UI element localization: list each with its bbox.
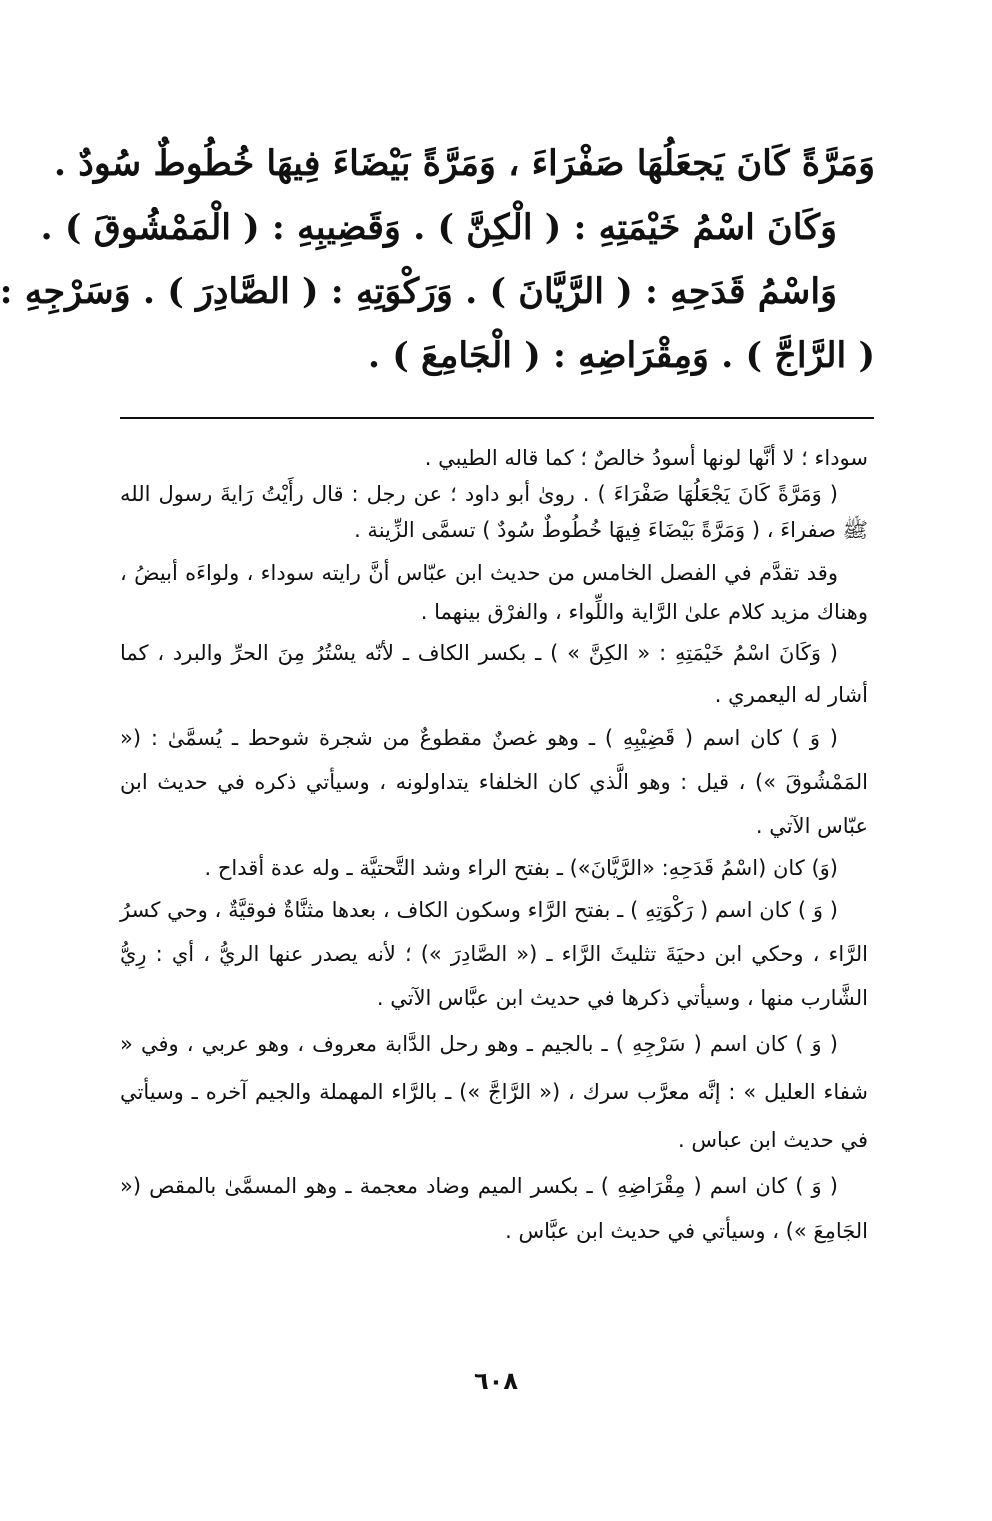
commentary-paragraph: ( وَمَرَّةً كَانَ يَجْعَلُهَا صَفْرَاءَ ) . روىٰ أبو داود ؛ عن رجل : قال رأَيْتُ رَايةَ رسول الله ﷺ صفراءَ ، ( وَمَرَّةً بَيْضَاءَ فِيهَا خُطُوطٌ سُودٌ ) تسمَّى الزِّينة . [120,482,868,542]
commentary-paragraph: ( وَ ) كان اسم ( قَضِيْبِهِ ) ـ وهو غصنٌ مقطوعٌ من شجرة شوحط ـ يُسمَّىٰ : (« المَمْشُوقَ ») ، قيل : وهو الَّذي كان الخلفاء يتداولونه ، وسيأتي ذكره في حديث ابن عبّاس الآتي . [120,726,868,838]
commentary-paragraph: سوداء ؛ لا أنَّها لونها أسودُ خالصٌ ؛ كما قاله الطيبي . [424,446,868,470]
main-text-line: وَكَانَ اسْمُ خَيْمَتِهِ : ( الْكِنَّ ) . وَقَضِيبِهِ : ( الْمَمْشُوقَ ) . [40,207,837,248]
commentary-paragraph: ( وَ ) كان اسم ( سَرْجِهِ ) ـ بالجيم ـ وهو رحل الدَّابة معروف ، وهو عربي ، وفي « شفاء العليل » : إنَّه معرَّب سرك ، (« الرَّاجَّ ») ـ بالرَّاء المهملة والجيم آخره ـ وسيأتي في حديث ابن عباس . [120,1032,868,1152]
footnote-separator [120,417,874,419]
commentary-paragraph: ( وَكَانَ اسْمُ خَيْمَتِهِ : « الكِنَّ » ) ـ بكسر الكاف ـ لأنّه يسْتُرُ مِنَ الحرِّ والبرد ، كما أشار له اليعمري . [120,641,868,707]
commentary [120,440,868,1254]
commentary-paragraph: وقد تقدَّم في الفصل الخامس من حديث ابن عبّاس أنَّ رايته سوداء ، ولواءَه أبيضُ ، وهناك مزيد كلام علىٰ الرَّاية واللِّواء ، والفرْق بينهما . [120,561,868,624]
main-text-line: وَمَرَّةً كَانَ يَجعَلُهَا صَفْرَاءَ ، وَمَرَّةً بَيْضَاءَ فِيهَا خُطُوطٌ سُودٌ . [53,143,875,184]
main-text [0,132,875,388]
commentary-paragraph: ( وَ ) كان اسم ( رَكْوَتِهِ ) ـ بفتح الرَّاء وسكون الكاف ، بعدها مثنَّاةٌ فوقيَّةٌ ، وحي كسرُ الرَّاء ، وحكي ابن دحيَةَ تثليثَ الرَّاء ـ (« الصَّادِرَ ») ؛ لأنه يصدر عنها الريُّ ، أي : رِيُّ الشَّارب منها ، وسيأتي ذكرها في حديث ابن عبَّاس الآتي . [120,898,868,1010]
page-number: ٦٠٨ [474,1367,518,1395]
main-text-line: ( الرَّاجَّ ) . وَمِقْرَاضِهِ : ( الْجَامِعَ ) . [367,335,875,376]
main-text-line: وَاسْمُ قَدَحِهِ : ( الرَّيَّانَ ) . وَرَكْوَتِهِ : ( الصَّادِرَ ) . وَسَرْجِهِ : [0,271,837,312]
commentary-paragraph: ( وَ ) كان اسم ( مِقْرَاضِهِ ) ـ بكسر الميم وضاد معجمة ـ وهو المسمَّىٰ بالمقص (« الجَامِعَ ») ، وسيأتي في حديث ابن عبَّاس . [120,1174,868,1243]
commentary-paragraph: (وَ) كان (اسْمُ قَدَحِهِ: «الرَّيَّانَ») ـ بفتح الراء وشد التَّحتيَّة ـ وله عدة أقداح . [204,856,838,880]
